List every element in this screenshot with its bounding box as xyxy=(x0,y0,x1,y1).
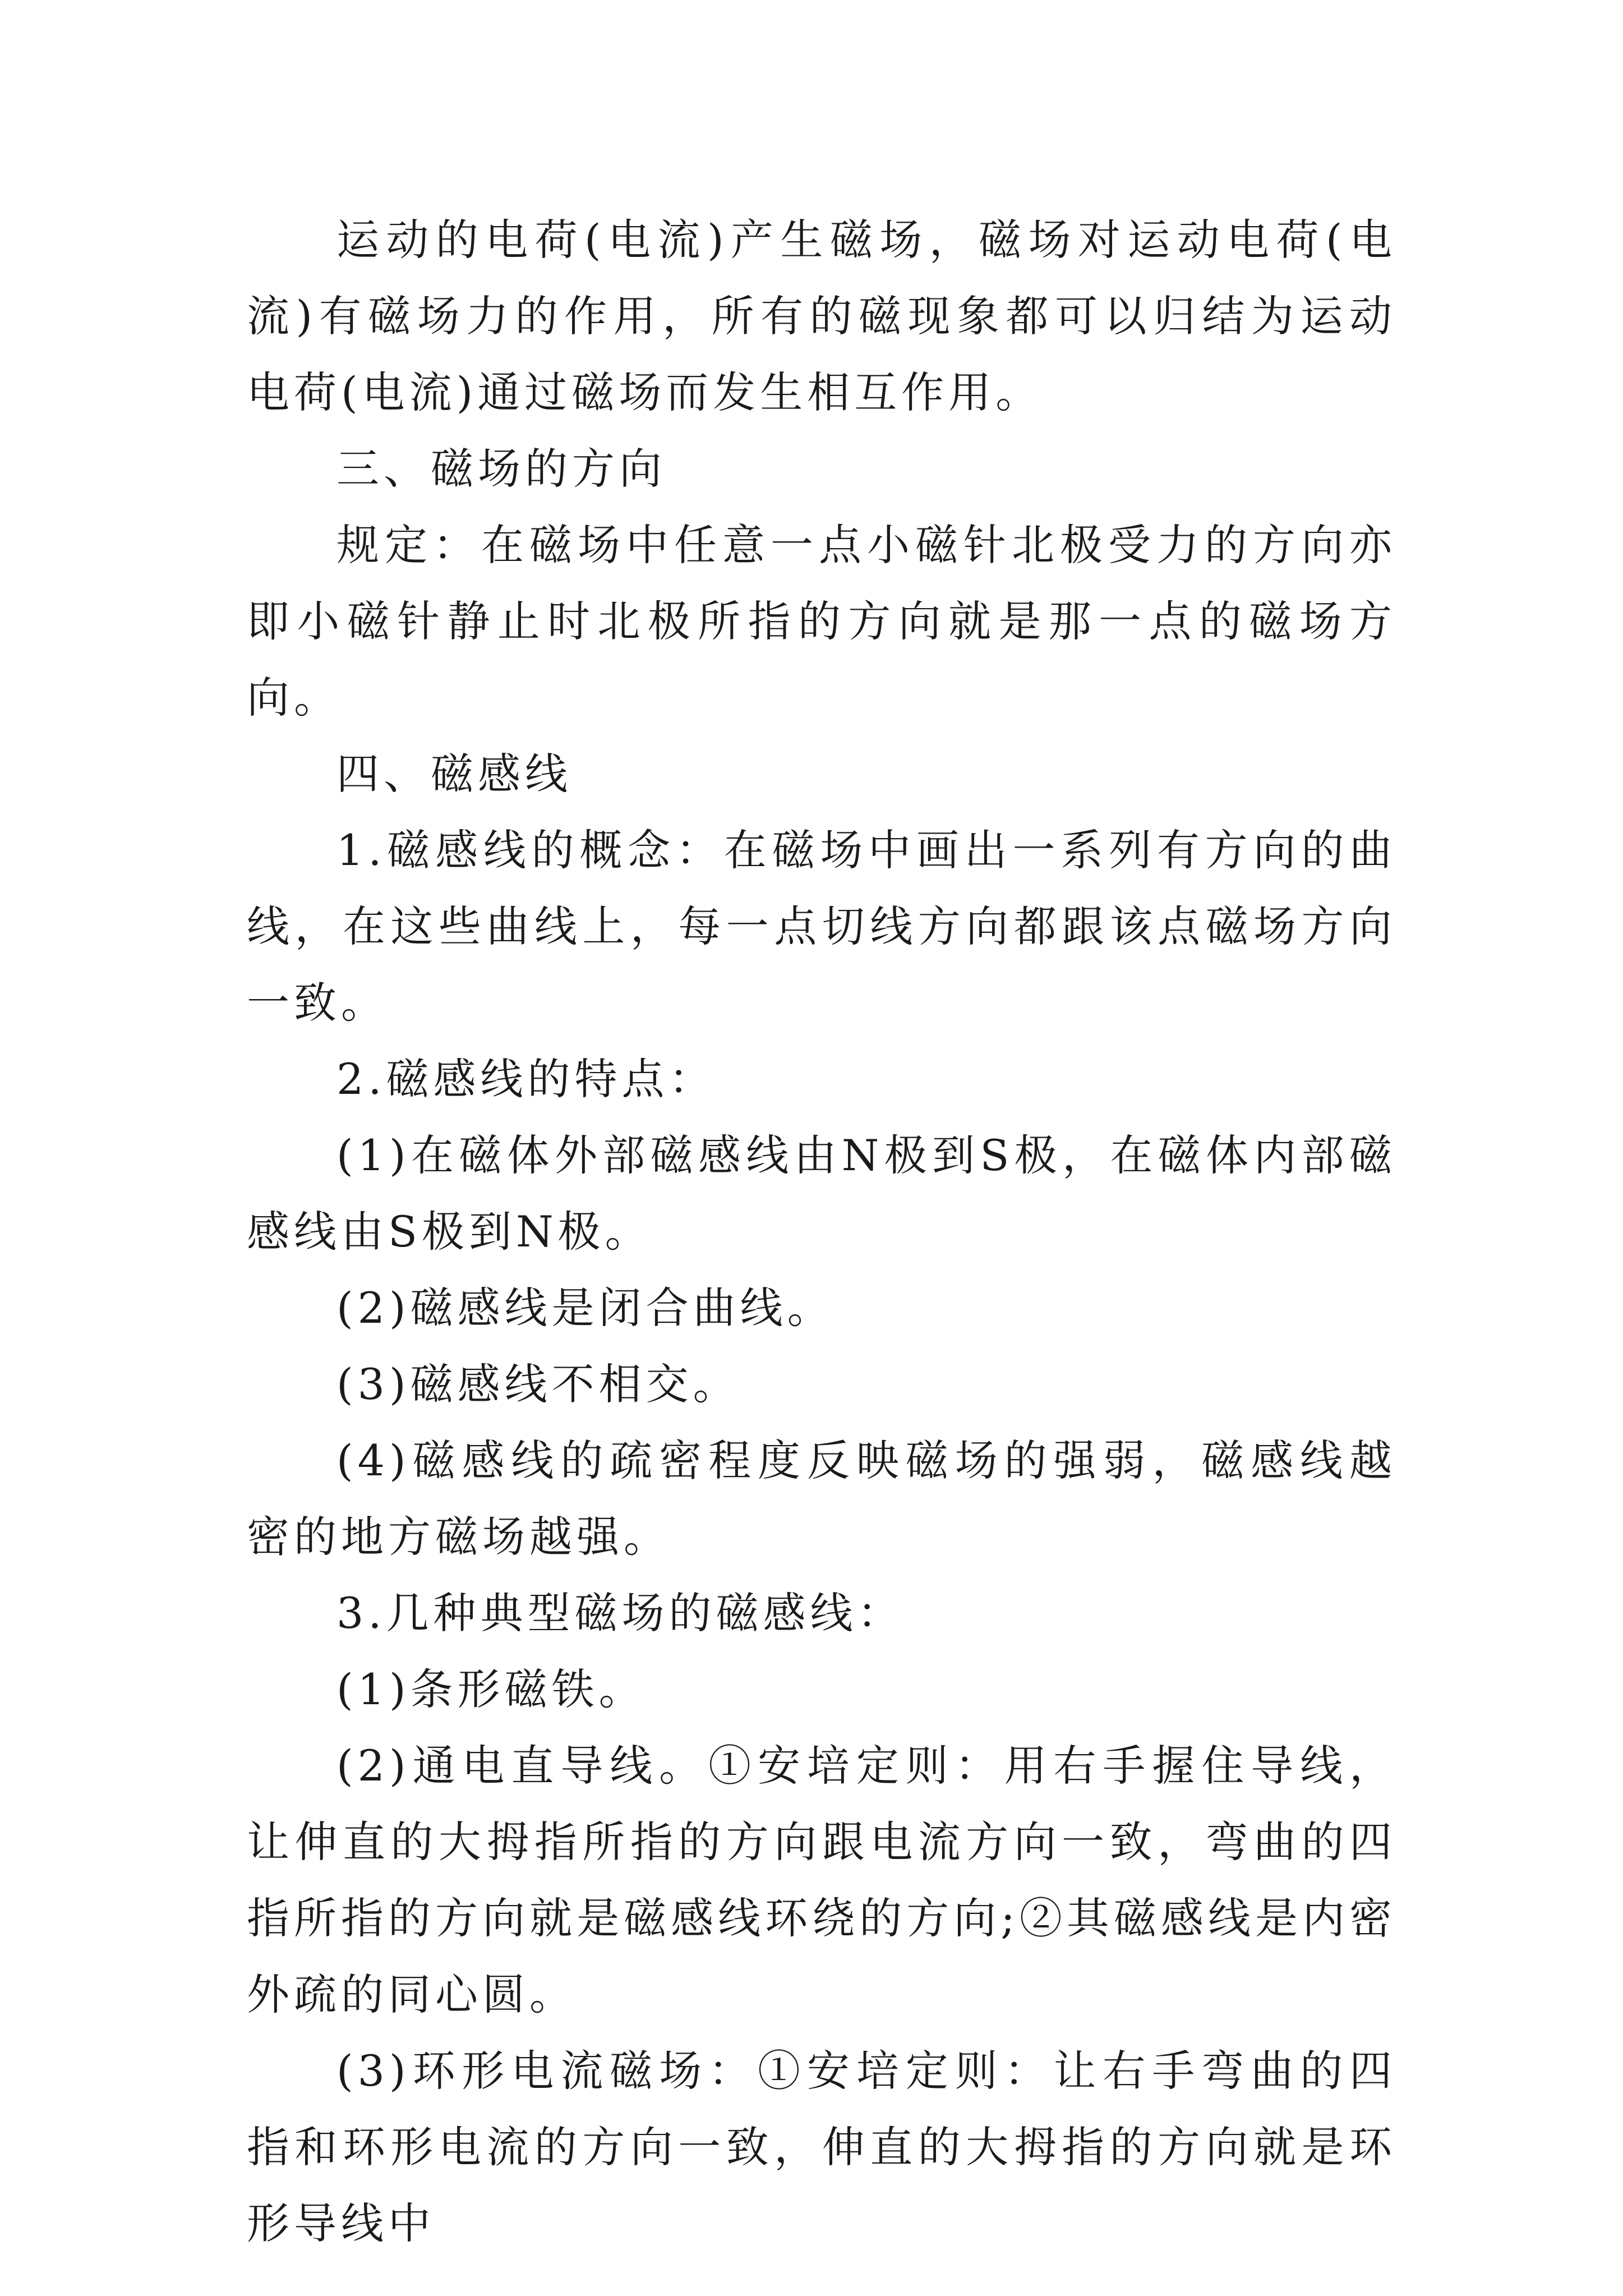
list-item-feature-1: (1)在磁体外部磁感线由N极到S极，在磁体内部磁感线由S极到N极。 xyxy=(247,1130,1396,1257)
paragraph-direction-rule: 规定：在磁场中任意一点小磁针北极受力的方向亦即小磁针静止时北极所指的方向就是那一点的磁场方向。 xyxy=(247,520,1396,723)
heading-field-lines: 四、磁感线 xyxy=(336,749,572,799)
list-item-feature-3: (3)磁感线不相交。 xyxy=(336,1359,740,1409)
list-item-ring-current: (3)环形电流磁场：①安培定则：让右手弯曲的四指和环形电流的方向一致，伸直的大拇指的方向就是环形导线中 xyxy=(247,2046,1396,2248)
paragraph-field-line-concept: 1.磁感线的概念：在磁场中画出一系列有方向的曲线，在这些曲线上，每一点切线方向都跟该点磁场方向一致。 xyxy=(247,825,1396,1028)
document-body xyxy=(247,202,1396,2262)
paragraph-typical-fields: 3.几种典型磁场的磁感线： xyxy=(336,1588,905,1638)
list-item-feature-2: (2)磁感线是闭合曲线。 xyxy=(336,1283,834,1333)
list-item-straight-wire: (2)通电直导线。①安培定则：用右手握住导线，让伸直的大拇指所指的方向跟电流方向一致，弯曲的四指所指的方向就是磁感线环绕的方向;②其磁感线是内密外疏的同心圆。 xyxy=(247,1741,1396,2019)
list-item-feature-4: (4)磁感线的疏密程度反映磁场的强弱，磁感线越密的地方磁场越强。 xyxy=(247,1435,1396,1562)
paragraph-field-line-features: 2.磁感线的特点： xyxy=(336,1054,716,1104)
paragraph-moving-charge: 运动的电荷(电流)产生磁场，磁场对运动电荷(电流)有磁场力的作用，所有的磁现象都可以归结为运动电荷(电流)通过磁场而发生相互作用。 xyxy=(247,215,1396,417)
heading-field-direction: 三、磁场的方向 xyxy=(336,444,666,494)
list-item-bar-magnet: (1)条形磁铁。 xyxy=(336,1664,646,1714)
